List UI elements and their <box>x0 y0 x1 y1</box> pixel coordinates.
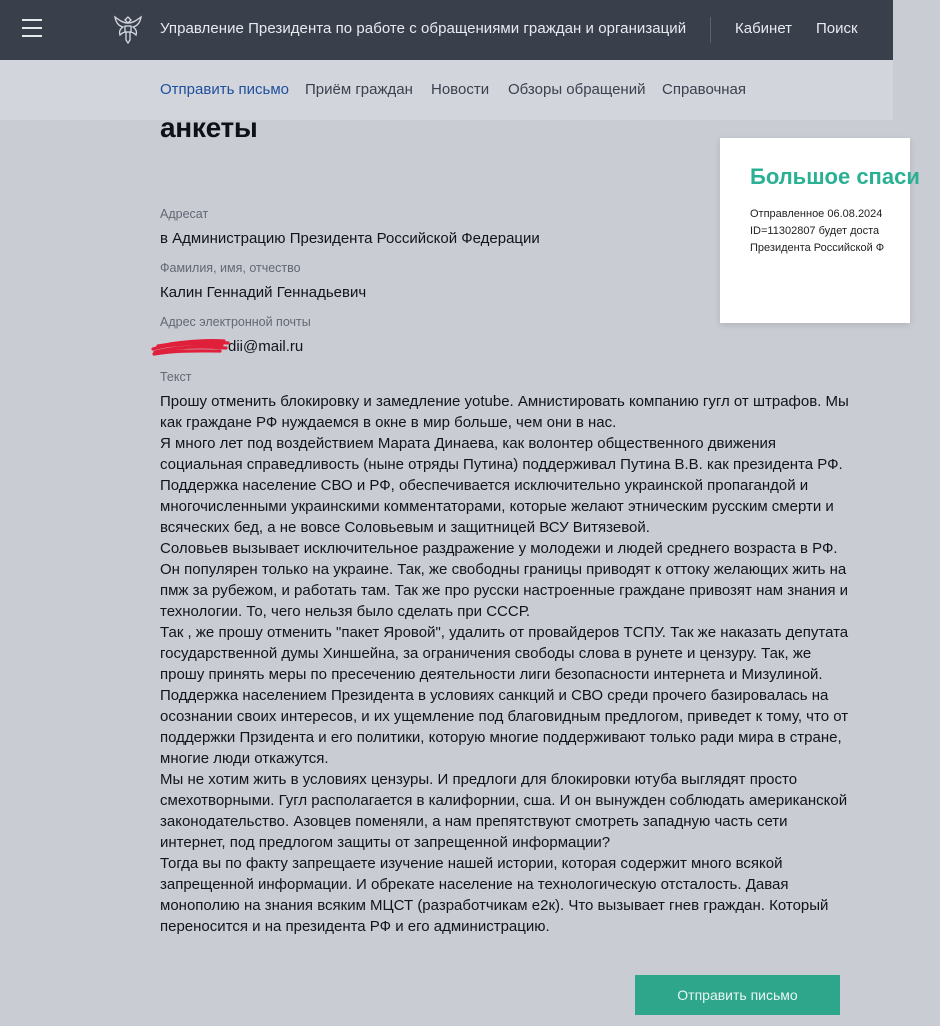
thanks-line: ID=11302807 будет доста <box>750 225 880 237</box>
name-value: Калин Геннадий Геннадьевич <box>160 284 367 301</box>
email-value: dii@mail.ru <box>228 338 304 355</box>
message-text <box>160 391 850 937</box>
site-header <box>0 0 893 60</box>
message-paragraph: Прошу отменить блокировку и замедление yotube. Амнистировать компанию гугл от штрафов. Мы как граждане РФ нуждаемся в окне в мир больше, чем они в нас. <box>160 393 849 431</box>
text-label: Текст <box>160 370 192 384</box>
message-paragraph: Так , же прошу отменить "пакет Яровой", удалить от провайдеров ТСПУ. Так же наказать депутата государственной думы Хиншейна, за ограничения свободы слова в рунете и цензуру. Так, же прошу принять меры по пресечению деятельности лиги безопасности интернета и Мизулиной. <box>160 624 849 683</box>
nav-reference[interactable]: Справочная <box>662 81 747 98</box>
emblem-icon[interactable] <box>113 13 143 45</box>
menu-icon[interactable] <box>22 19 42 39</box>
nav-send-letter[interactable]: Отправить письмо <box>160 81 290 98</box>
redaction-scribble <box>150 338 230 356</box>
submit-button[interactable]: Отправить письмо <box>635 975 840 1015</box>
nav-citizen-reception[interactable]: Приём граждан <box>305 81 413 98</box>
site-title[interactable]: Управление Президента по работе с обращениями граждан и организаций <box>160 20 687 37</box>
recipient-label: Адресат <box>160 207 209 221</box>
message-paragraph: Тогда вы по факту запрещаете изучение нашей истории, которая содержит много всякой запрещенной информации. И обрекате население на технологическую отсталость. Давая монополию на знания всяким МЦСТ (разработчикам е2к). Что вызывает гнев граждан. Который переносится и на президента РФ и его администрацию. <box>160 855 829 935</box>
name-label: Фамилия, имя, отчество <box>160 261 301 275</box>
thanks-card <box>720 138 920 323</box>
thanks-line: Президента Российской Ф <box>750 242 885 254</box>
message-paragraph: Я много лет под воздействием Марата Динаева, как волонтер общественного движения социальная справедливость (ныне отряды Путина) поддерживал Путина В.В. как президента РФ. Поддержка население СВО и РФ, обеспечивается исключительно украинской пропагандой и многочисленными украинскими комментаторами, которые желают этническим русским смерти и всяческих бед, а не вовсе Соловьевым и защитницей ВСУ Витязевой. <box>160 435 843 536</box>
nav-news[interactable]: Новости <box>431 81 490 98</box>
cabinet-link[interactable]: Кабинет <box>735 20 793 37</box>
sub-navigation <box>0 60 893 120</box>
thanks-line: Отправленное 06.08.2024 <box>750 208 883 220</box>
recipient-value: в Администрацию Президента Российской Федерации <box>160 230 540 247</box>
message-paragraph: Мы не хотим жить в условиях цензуры. И предлоги для блокировки ютуба выглядят просто смехотворными. Гугл располагается в калифорнии, сша. И он вынужден соблюдать американской законодательство. Азовцев поменяли, а нам препятствуют смотреть западную часть сети интернет, под предлогом защиты от запрещенной информации? <box>160 771 848 851</box>
search-link[interactable]: Поиск <box>816 20 858 37</box>
message-paragraph: Соловьев вызывает исключительное раздражение у молодежи и людей среднего возраста в РФ. Он популярен только на украине. Так, же свободны границы приводят к оттоку желающих жить на пмж за рубежом, и работать там. Так же про русски настроенные граждане привозят нам знания и технологии. То, чего нельзя было сделать при СССР. <box>160 540 849 620</box>
page-heading: анкеты <box>160 112 258 143</box>
nav-appeal-reviews[interactable]: Обзоры обращений <box>508 81 646 98</box>
email-label: Адрес электронной почты <box>160 315 311 329</box>
header-divider <box>710 17 711 43</box>
message-paragraph: Поддержка населением Президента в условиях санкций и СВО среди прочего базировалась на осознании своих интересов, и их ущемление под благовидным предлогом, приведет к тому, что от поддержки Прзидента и его политики, которую многие поддерживают только ради мира в стране, многие люди откажутся. <box>160 687 849 767</box>
thanks-text <box>750 206 940 257</box>
thanks-title: Большое спаси <box>750 164 920 189</box>
